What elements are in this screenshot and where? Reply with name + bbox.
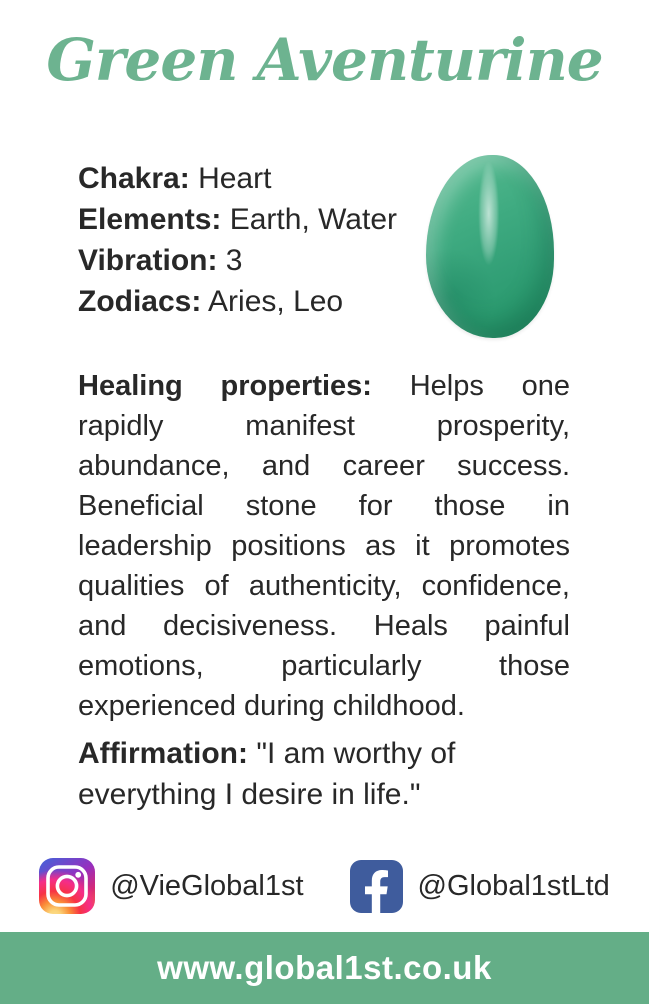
property-label: Vibration: — [78, 244, 218, 277]
property-label: Elements: — [78, 203, 222, 236]
healing-properties-text: Helps one rapidly manifest prosperity, abundance, and career success. Beneficial stone for those in leadership positions as it promotes qualities of authenticity, confidence, and decisiveness. Heals painful emotions, particularly those experienced during childhood. — [78, 370, 570, 722]
green-aventurine-stone-image — [426, 155, 554, 338]
property-zodiacs — [78, 281, 428, 322]
property-vibration — [78, 240, 428, 281]
page-title: Green Aventurine — [46, 26, 603, 94]
property-elements — [78, 199, 428, 240]
affirmation-label: Affirmation: — [78, 737, 248, 770]
facebook-icon[interactable] — [350, 860, 403, 913]
instagram-group — [39, 858, 303, 914]
property-value: Earth, Water — [229, 203, 398, 236]
footer-bar — [0, 932, 649, 1004]
facebook-handle[interactable]: @Global1stLtd — [417, 869, 610, 902]
property-label: Zodiacs: — [78, 285, 202, 318]
properties-list — [78, 158, 428, 322]
property-chakra — [78, 158, 428, 199]
property-label: Chakra: — [78, 162, 190, 195]
facebook-group — [350, 860, 610, 913]
property-value: Aries, Leo — [208, 285, 344, 318]
instagram-icon[interactable] — [39, 858, 95, 914]
property-value: Heart — [198, 162, 272, 195]
instagram-handle[interactable]: @VieGlobal1st — [110, 869, 304, 902]
healing-properties-paragraph — [78, 366, 570, 726]
healing-properties-label: Healing properties: — [78, 370, 372, 402]
affirmation-paragraph — [78, 733, 526, 815]
property-value: 3 — [225, 244, 243, 277]
social-row — [0, 856, 649, 916]
affirmation-text: "I am worthy of everything I desire in life." — [78, 737, 456, 811]
footer-url[interactable]: www.global1st.co.uk — [157, 949, 492, 986]
